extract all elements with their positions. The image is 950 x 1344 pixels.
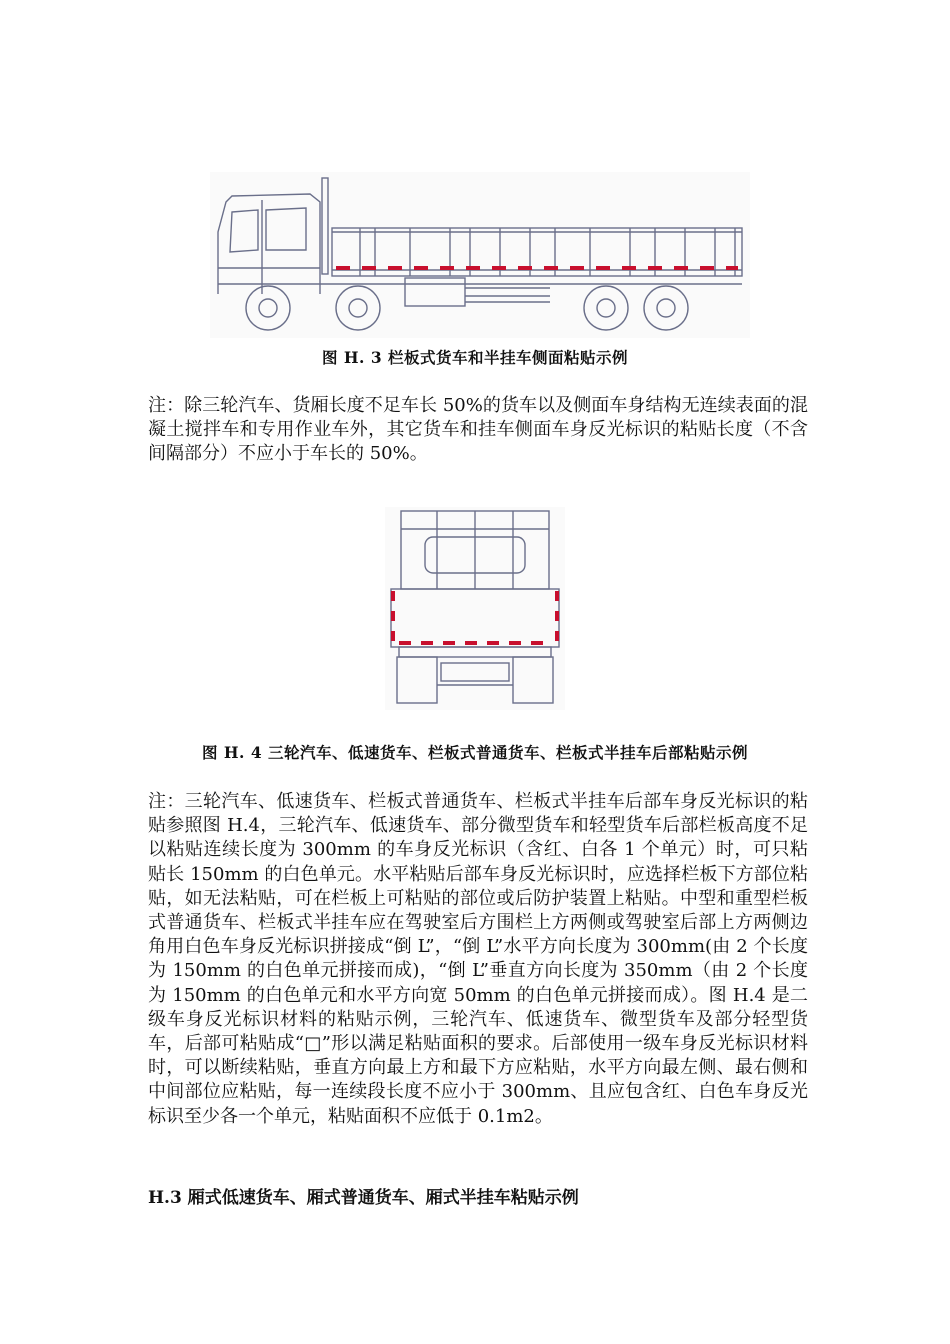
figure-h3-caption: 图 H. 3 栏板式货车和半挂车侧面粘贴示例: [321, 348, 629, 367]
note-1-paragraph: 注：除三轮汽车、货厢长度不足车长 50%的货车以及侧面车身结构无连续表面的混凝土搅拌车和专用作业车外，其它货车和挂车侧面车身反光标识的粘贴长度（不含间隔部分）不应小于车长的 50%。: [148, 395, 808, 465]
truck-side-view-illustration: [210, 172, 750, 338]
figure-h4: [385, 507, 565, 710]
figure-h3: [210, 172, 750, 338]
truck-rear-view-illustration: [385, 507, 565, 710]
figure-h4-caption: 图 H. 4 三轮汽车、低速货车、栏板式普通货车、栏板式半挂车后部粘贴示例: [201, 743, 749, 762]
note-2-paragraph: 注：三轮汽车、低速货车、栏板式普通货车、栏板式半挂车后部车身反光标识的粘贴参照图 H.4，三轮汽车、低速货车、部分微型货车和轻型货车后部栏板高度不足以粘贴连续长度为 300mm 的车身反光标识（含红、白各 1 个单元）时，可只粘贴长 150mm 的白色单元。水平粘贴后部车身反光标识时，应选择栏板下方部位粘贴，如无法粘贴，可在栏板上可粘贴的部位或后防护装置上粘贴。中型和重型栏板式普通货车、栏板式半挂车应在驾驶室后方围栏上方两侧或驾驶室后部上方两侧边角用白色车身反光标识拼接成“倒 L”，“倒 L”水平方向长度为 300mm(由 2 个长度为 150mm 的白色单元拼接而成)，“倒 L”垂直方向长度为 350mm（由 2 个长度为 150mm 的白色单元和水平方向宽 50mm 的白色单元拼接而成）。图 H.4 是二级车身反光标识材料的粘贴示例，三轮汽车、低速货车、微型货车及部分轻型货车，后部可粘贴成“□”形以满足粘贴面积的要求。后部使用一级车身反光标识材料时，可以断续粘贴，垂直方向最上方和最下方应粘贴，水平方向最左侧、最右侧和中间部位应粘贴，每一连续段长度不应小于 300mm、且应包含红、白色车身反光标识至少各一个单元，粘贴面积不应低于 0.1m2。: [148, 791, 808, 1127]
section-heading-h3: H.3 厢式低速货车、厢式普通货车、厢式半挂车粘贴示例: [148, 1188, 579, 1208]
